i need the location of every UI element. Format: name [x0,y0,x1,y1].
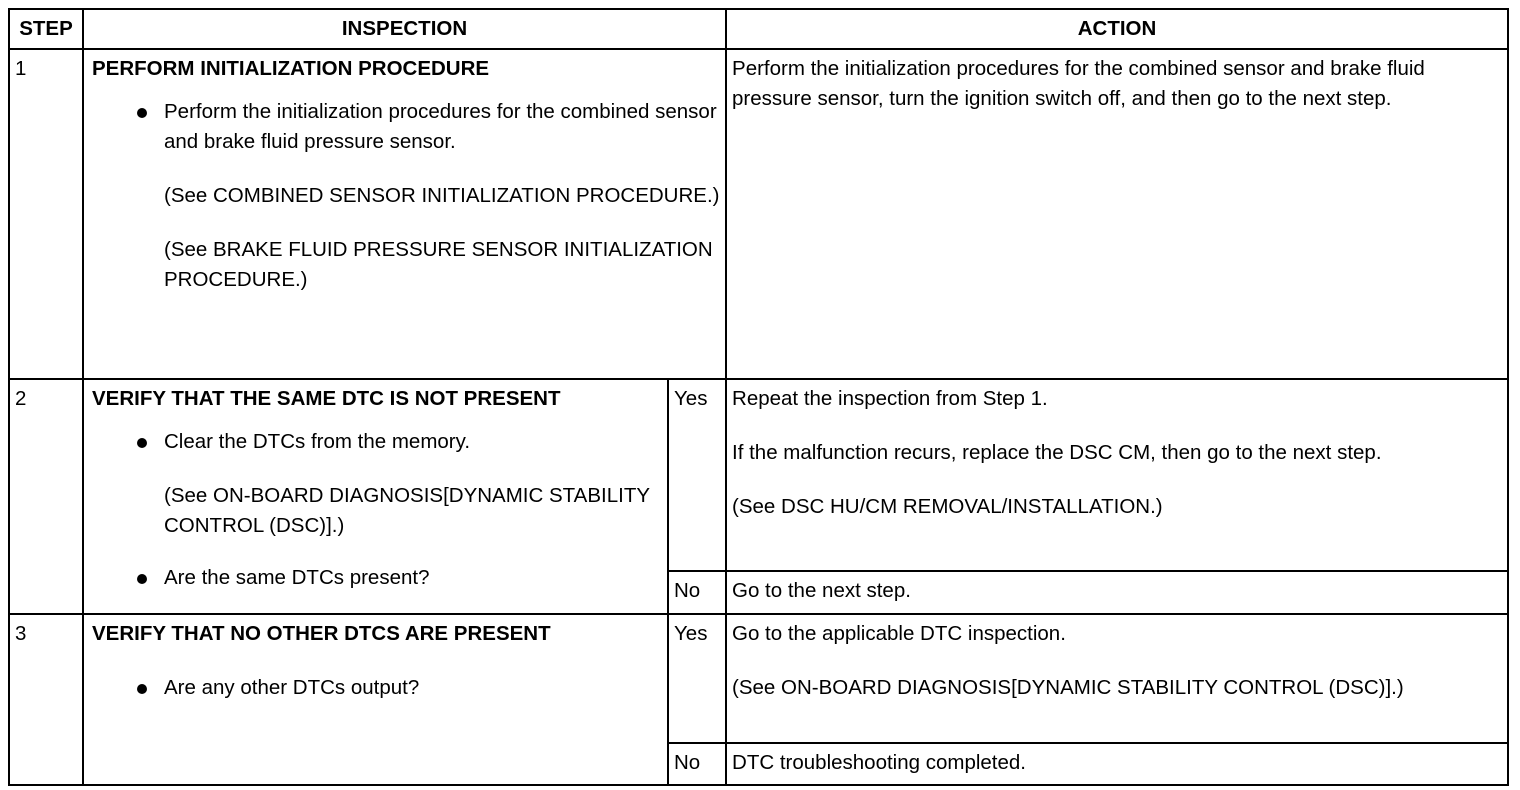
bullet-icon [137,108,147,118]
bullet-icon [137,438,147,448]
step-1-action [726,49,1508,379]
step-3-yes-action-1: Go to the applicable DTC inspection. [732,622,1066,645]
bullet-icon [137,574,147,584]
step-2-yes-action [726,379,1508,571]
step-3-yes-row [9,614,1508,743]
step-1-ref-1: (See COMBINED SENSOR INITIALIZATION PROCEDURE.) [164,184,720,207]
step-2-title: VERIFY THAT THE SAME DTC IS NOT PRESENT [92,387,561,410]
step-3-bullet [90,673,662,703]
header-action: ACTION [726,9,1508,49]
step-number: 3 [9,614,83,785]
step-2-no-action: Go to the next step. [726,571,1508,614]
step-2-yes-row [9,379,1508,571]
step-2-bullet-2 [90,563,662,593]
step-2-ref: (See ON-BOARD DIAGNOSIS[DYNAMIC STABILITY CONTROL (DSC)].) [164,484,650,537]
step-1-inspection [83,49,726,379]
step-1-row [9,49,1508,379]
step-number: 1 [9,49,83,379]
step-2-yes-label: Yes [668,379,726,571]
step-1-action-text: Perform the initialization procedures for the combined sensor and brake fluid pressure sensor, turn the ignition switch off, and then go to the next step. [732,57,1425,110]
header-inspection: INSPECTION [83,9,726,49]
step-3-no-label: No [668,743,726,785]
step-3-yes-label: Yes [668,614,726,743]
step-number: 2 [9,379,83,614]
step-1-ref-2: (See BRAKE FLUID PRESSURE SENSOR INITIALIZATION PROCEDURE.) [164,238,713,291]
step-2-yes-action-3: (See DSC HU/CM REMOVAL/INSTALLATION.) [732,495,1163,518]
bullet-icon [137,684,147,694]
step-1-title: PERFORM INITIALIZATION PROCEDURE [92,57,490,80]
step-3-yes-action-2: (See ON-BOARD DIAGNOSIS[DYNAMIC STABILITY CONTROL (DSC)].) [732,676,1404,699]
step-2-yes-action-1: Repeat the inspection from Step 1. [732,387,1048,410]
step-2-inspection [83,379,668,614]
step-2-bullet-2-text: Are the same DTCs present? [164,566,430,589]
step-2-bullet-1-text: Clear the DTCs from the memory. [164,430,471,453]
step-3-bullet-text: Are any other DTCs output? [164,676,420,699]
step-2-no-label: No [668,571,726,614]
step-3-no-action: DTC troubleshooting completed. [726,743,1508,785]
step-2-yes-action-2: If the malfunction recurs, replace the DSC CM, then go to the next step. [732,441,1382,464]
step-3-title: VERIFY THAT NO OTHER DTCS ARE PRESENT [92,622,551,645]
step-1-bullet-text: Perform the initialization procedures for the combined sensor and brake fluid pressure sensor. [164,100,717,153]
header-step: STEP [9,9,83,49]
step-3-yes-action [726,614,1508,743]
step-3-inspection [83,614,668,785]
step-2-bullet-1 [90,427,662,457]
header-row [9,9,1508,49]
step-1-bullet [90,97,720,157]
diagnostic-procedure-table [8,8,1509,786]
